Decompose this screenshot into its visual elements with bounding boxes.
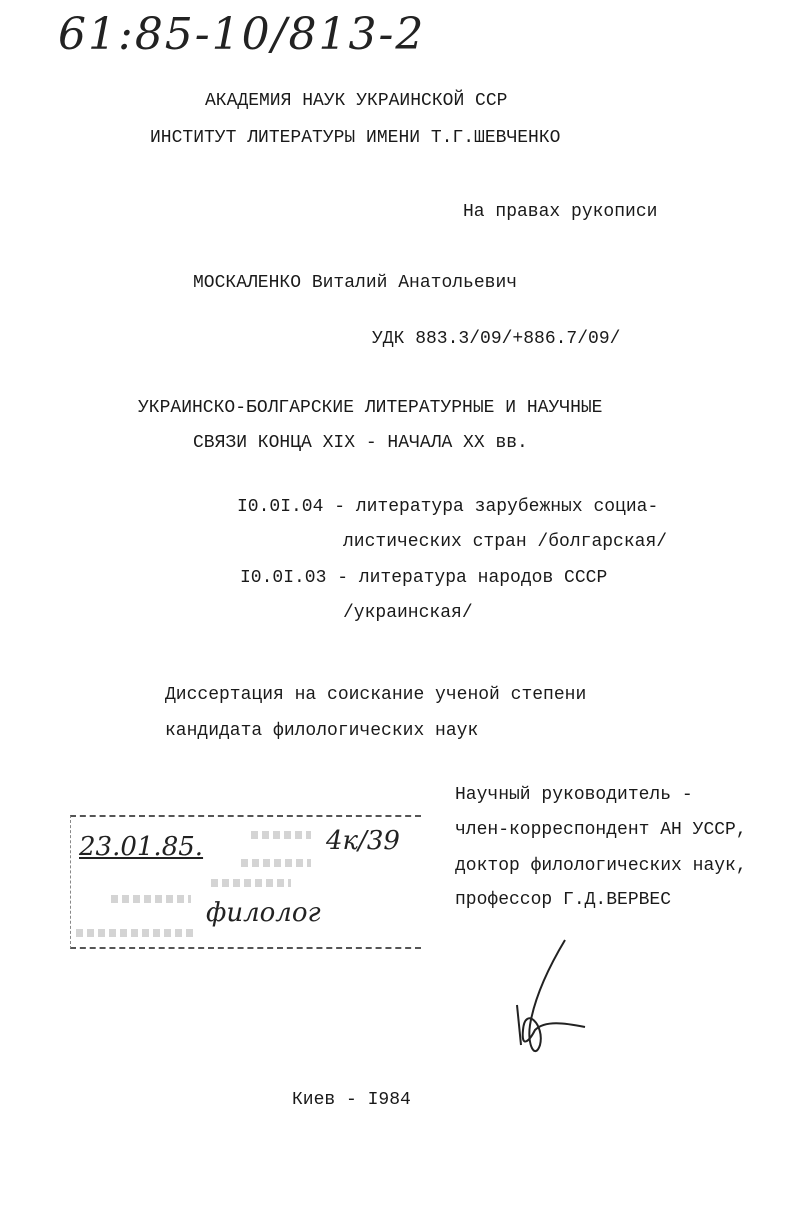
specialty-1: I0.0I.04 - литература зарубежных социа- <box>237 497 659 517</box>
supervisor-line-3: доктор филологических наук, <box>455 856 747 876</box>
stamp-number: 4к/39 <box>326 826 400 856</box>
stamp-faint-print <box>111 895 191 903</box>
archive-code-handwritten: 61:85-10/813-2 <box>58 9 426 60</box>
header-academy: АКАДЕМИЯ НАУК УКРАИНСКОЙ ССР <box>205 91 508 111</box>
stamp-faint-print <box>251 831 311 839</box>
supervisor-line-1: Научный руководитель - <box>455 785 693 805</box>
library-stamp <box>70 815 421 949</box>
stamp-word: филолог <box>206 898 321 928</box>
supervisor-line-2: член-корреспондент АН УССР, <box>455 820 747 840</box>
specialty-2: I0.0I.03 - литература народов СССР <box>240 568 608 588</box>
stamp-faint-print <box>211 879 291 887</box>
udc-code: УДК 883.3/09/+886.7/09/ <box>372 329 621 349</box>
specialty-2-cont: /украинская/ <box>343 603 473 623</box>
author-name: МОСКАЛЕНКО Виталий Анатольевич <box>193 273 518 293</box>
manuscript-note: На правах рукописи <box>463 202 658 222</box>
stamp-faint-print <box>76 929 196 937</box>
header-institute: ИНСТИТУТ ЛИТЕРАТУРЫ ИМЕНИ Т.Г.ШЕВЧЕНКО <box>150 128 561 148</box>
place-and-year: Киев - I984 <box>292 1090 411 1110</box>
supervisor-line-4: профессор Г.Д.ВЕРВЕС <box>455 890 672 910</box>
title-line-2: СВЯЗИ КОНЦА XIX - НАЧАЛА XX вв. <box>193 433 528 453</box>
dissertation-line-1: Диссертация на соискание ученой степени <box>165 685 587 705</box>
stamp-faint-print <box>241 859 311 867</box>
signature <box>505 935 595 1065</box>
title-line-1: УКРАИНСКО-БОЛГАРСКИЕ ЛИТЕРАТУРНЫЕ И НАУЧНЫЕ <box>138 398 603 418</box>
specialty-1-cont: листических стран /болгарская/ <box>343 532 668 552</box>
dissertation-line-2: кандидата филологических наук <box>165 721 479 741</box>
stamp-date: 23.01.85. <box>79 832 204 862</box>
